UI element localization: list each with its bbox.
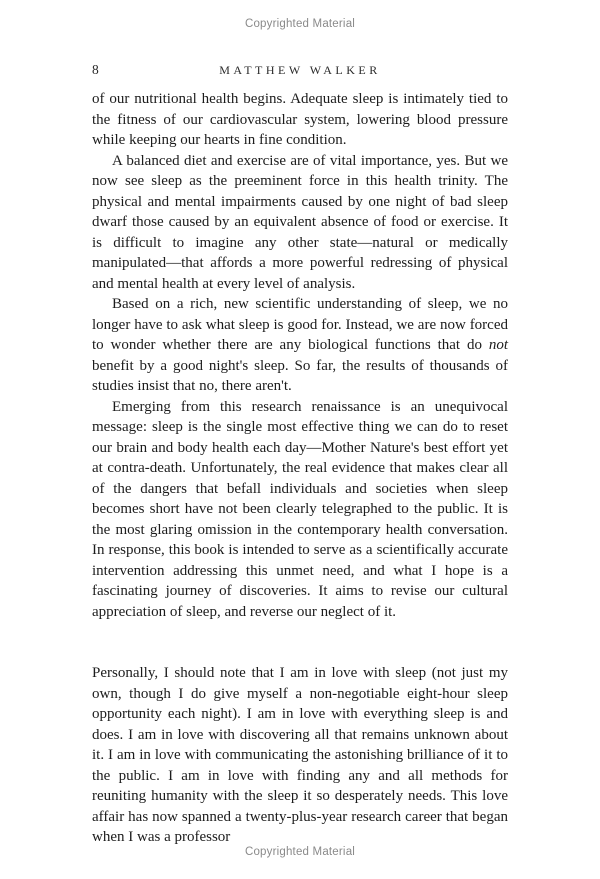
copyright-notice-top: Copyrighted Material <box>244 18 356 30</box>
page-number: 8 <box>92 62 99 77</box>
running-head <box>92 62 508 80</box>
paragraph-personally: Personally, I should note that I am in love with sleep (not just my own, though I do give myself a non-negotiable eight-hour sleep opportunity each night). I am in love with everything sleep is and does. I am in love with discovering all that remains unknown about it. I am in love with communicating the astonishing brilliance of it to the public. I am in love with finding any and all methods for reuniting humanity with the sleep it so desperately needs. This love affair has now spanned a twenty-plus-year research career that began when I was a professor <box>92 665 508 845</box>
body-text <box>92 89 508 848</box>
paragraph-balanced-diet: A balanced diet and exercise are of vital importance, yes. But we now see sleep as the preeminent force in this health trinity. The physical and mental impairments caused by one night of bad sleep dwarf those caused by an equivalent absence of food or exercise. It is difficult to imagine any other state—natural or medically manipulated—that affords a more powerful redressing of physical and mental health at every level of analysis. <box>92 152 508 292</box>
paragraph-based-on-rich <box>92 294 508 397</box>
paragraph-based-on-rich-italic-not: not <box>488 337 508 353</box>
paragraph-emerging-research: Emerging from this research renaissance is an unequivocal message: sleep is the single most effective thing we can do to reset our brain and body health each day—Mother Nature's best effort yet at contra-death. Unfortunately, the real evidence that makes clear all of the dangers that befall individuals and societies when sleep becomes short have not been clearly telegraphed to the public. It is the most glaring omission in the contemporary health conversation. In response, this book is intended to serve as a scientifically accurate intervention addressing this unmet need, and what I hope is a fascinating journey of discoveries. It aims to revise our cultural appreciation of sleep, and reverse our neglect of it. <box>92 398 508 620</box>
paragraph-based-on-rich-pre: Based on a rich, new scientific understanding of sleep, we no longer have to ask what sleep is good for. Instead, we are now forced to wonder whether there are any biological functions that do <box>92 296 508 353</box>
paragraph-continuation: of our nutritional health begins. Adequate sleep is intimately tied to the fitness of our cardiovascular system, lowering blood pressure while keeping our hearts in fine condition. <box>92 91 508 148</box>
running-header-author: MATTHEW WALKER <box>219 63 381 77</box>
paragraph-based-on-rich-post: benefit by a good night's sleep. So far, the results of thousands of studies insist that no, there aren't. <box>92 357 508 394</box>
copyright-notice-bottom: Copyrighted Material <box>244 846 356 858</box>
